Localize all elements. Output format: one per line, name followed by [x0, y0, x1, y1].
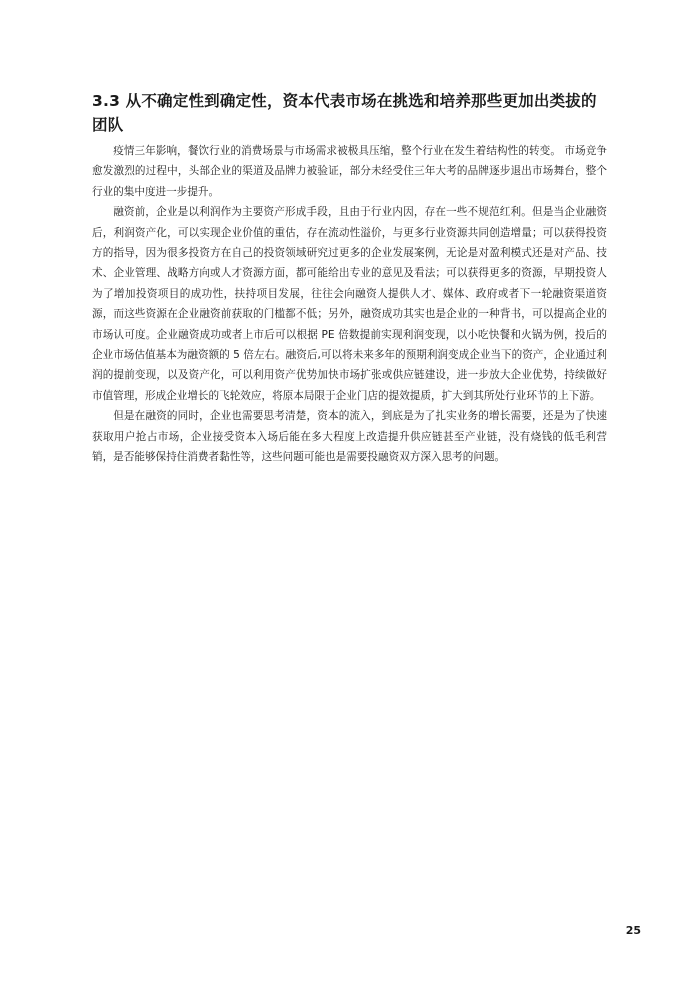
section-content: [92, 89, 607, 468]
section-heading: 3.3 从不确定性到确定性，资本代表市场在挑选和培养那些更加出类拔的团队: [92, 92, 597, 134]
body-paragraph: 融资前，企业是以利润作为主要资产形成手段，且由于行业内因，存在一些不规范红利。但是当企业融资后，利润资产化，可以实现企业价值的重估，存在流动性溢价，与更多行业资源共同创造增量；可以获得投资方的指导，因为很多投资方在自己的投资领域研究过更多的企业发展案例，无论是对盈利模式还是对产品、技术、企业管理、战略方向或人才资源方面，都可能给出专业的意见及看法；可以获得更多的资源，早期投资人为了增加投资项目的成功性，扶持项目发展，往往会向融资人提供人才、媒体、政府或者下一轮融资渠道资源，而这些资源在企业融资前获取的门槛都不低；另外，融资成功其实也是企业的一种背书，可以提高企业的市场认可度。企业融资成功或者上市后可以根据 PE 倍数提前实现利润变现，以小吃快餐和火锅为例，投后的企业市场估值基本为融资额的 5 倍左右。融资后,可以将未来多年的预期利润变成企业当下的资产，企业通过利润的提前变现，以及资产化，可以利用资产优势加快市场扩张或供应链建设，进一步放大企业优势，持续做好市值管理，形成企业增长的飞轮效应，将原本局限于企业门店的提效提质，扩大到其所处行业环节的上下游。: [92, 206, 607, 402]
body-paragraph: 但是在融资的同时，企业也需要思考清楚，资本的流入，到底是为了扎实业务的增长需要，还是为了快速获取用户抢占市场，企业接受资本入场后能在多大程度上改造提升供应链甚至产业链，没有烧钱的低毛利营销，是否能够保持住消费者黏性等，这些问题可能也是需要投融资双方深入思考的问题。: [92, 410, 607, 464]
body-paragraph: 疫情三年影响，餐饮行业的消费场景与市场需求被极具压缩，整个行业在发生着结构性的转变。 市场竞争愈发激烈的过程中，头部企业的渠道及品牌力被验证，部分未经受住三年大考的品牌逐步退出市场舞台，整个行业的集中度进一步提升。: [92, 145, 607, 198]
page-number: 25: [625, 924, 641, 937]
section-body: [92, 141, 607, 468]
